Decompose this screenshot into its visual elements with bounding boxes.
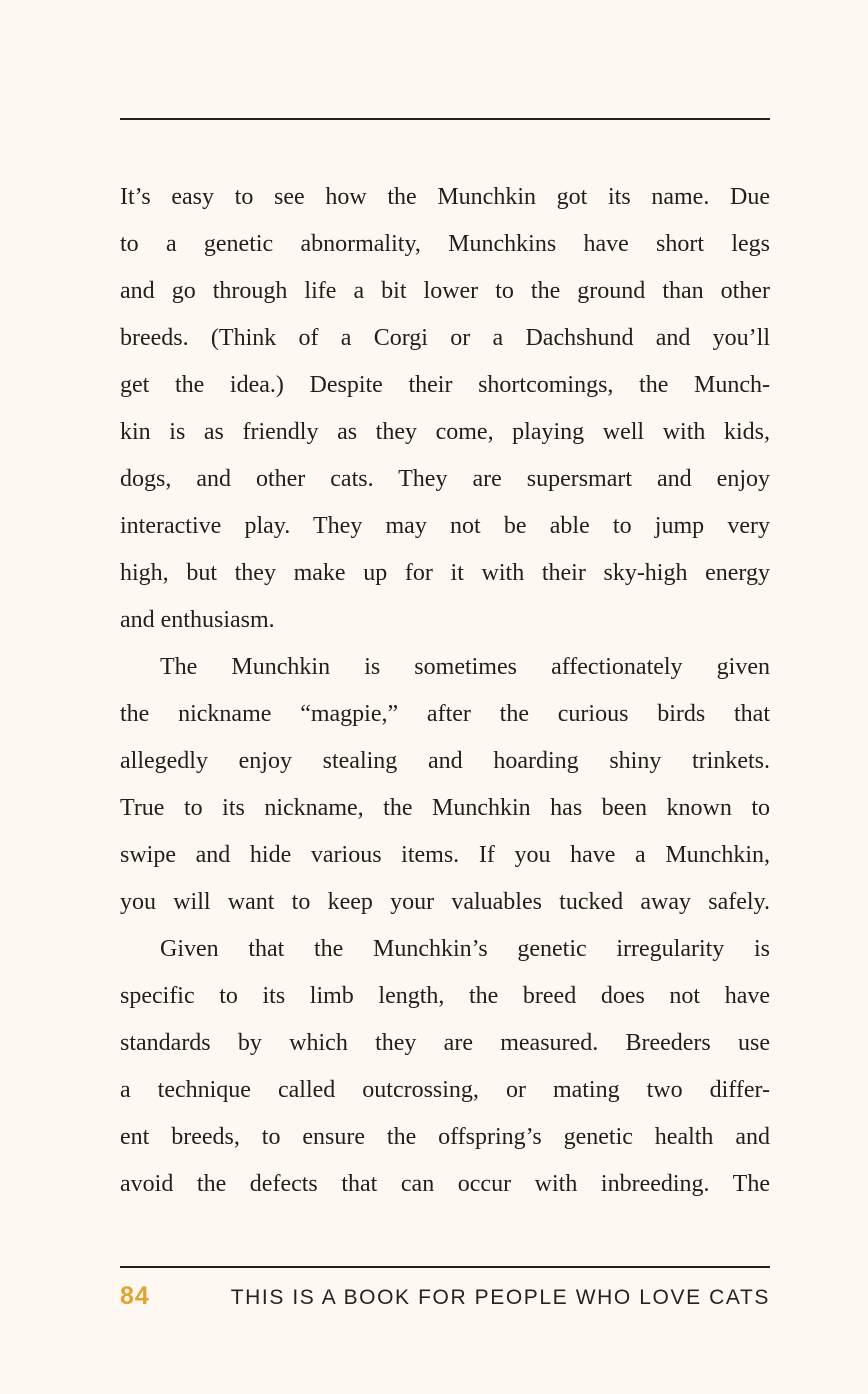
text-line: a technique called outcrossing, or mating two differ- (120, 1077, 770, 1103)
text-line: Given that the Munchkin’s genetic irregularity is (160, 936, 770, 962)
text-line: and enthusiasm. (120, 607, 275, 633)
text-line: kin is as friendly as they come, playing well with kids, (120, 419, 770, 445)
paragraph-2 (120, 644, 770, 926)
footer-rule (120, 1266, 770, 1268)
text-line: you will want to keep your valuables tucked away safely. (120, 889, 770, 915)
text-line: standards by which they are measured. Breeders use (120, 1030, 770, 1056)
text-line: to a genetic abnormality, Munchkins have short legs (120, 231, 770, 257)
text-line: The Munchkin is sometimes affectionately given (160, 654, 770, 680)
page-number: 84 (120, 1282, 150, 1310)
text-line: allegedly enjoy stealing and hoarding shiny trinkets. (120, 748, 770, 774)
text-line: avoid the defects that can occur with inbreeding. The (120, 1171, 770, 1197)
body-text (120, 174, 770, 1208)
text-line: True to its nickname, the Munchkin has been known to (120, 795, 770, 821)
text-line: ent breeds, to ensure the offspring’s genetic health and (120, 1124, 770, 1150)
text-line: get the idea.) Despite their shortcomings, the Munch- (120, 372, 770, 398)
text-line: interactive play. They may not be able to jump very (120, 513, 770, 539)
running-footer-title: THIS IS A BOOK FOR PEOPLE WHO LOVE CATS (230, 1286, 770, 1309)
text-line: It’s easy to see how the Munchkin got its name. Due (120, 184, 770, 210)
text-line: dogs, and other cats. They are supersmart and enjoy (120, 466, 770, 492)
text-line: breeds. (Think of a Corgi or a Dachshund and you’ll (120, 325, 770, 351)
text-line: the nickname “magpie,” after the curious birds that (120, 701, 770, 727)
paragraph-1 (120, 174, 770, 644)
page-footer (120, 1282, 770, 1311)
text-line: high, but they make up for it with their sky-high energy (120, 560, 770, 586)
text-line: and go through life a bit lower to the ground than other (120, 278, 770, 304)
text-line: specific to its limb length, the breed does not have (120, 983, 770, 1009)
text-line: swipe and hide various items. If you have a Munchkin, (120, 842, 770, 868)
top-rule (120, 118, 770, 120)
paragraph-3 (120, 926, 770, 1208)
